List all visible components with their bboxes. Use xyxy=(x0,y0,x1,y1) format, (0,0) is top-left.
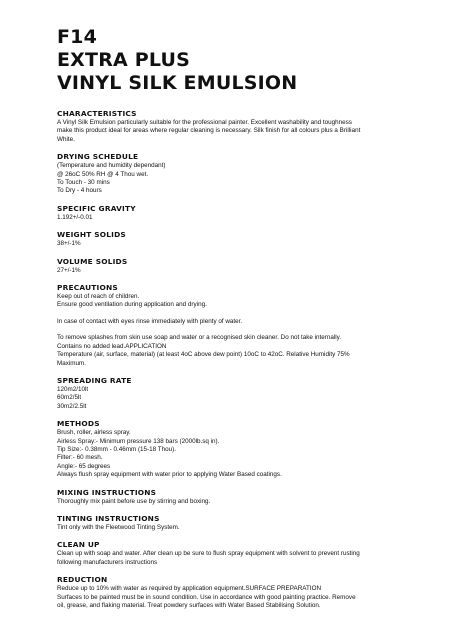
section-text-line: Keep out of reach of children. xyxy=(57,293,140,301)
section-text-line: Angle:- 65 degrees xyxy=(57,462,111,470)
section-heading: REDUCTION xyxy=(57,575,108,585)
section-text-line: @ 26oC 50% RH @ 4 Thou wet. xyxy=(57,170,149,178)
section-text-line: (Temperature and humidity dependant) xyxy=(57,162,166,170)
section-text-line: Tip Size:- 0.38mm - 0.46mm (15-18 Thou). xyxy=(57,445,176,453)
section-specific-gravity xyxy=(57,204,402,222)
section-text-line: Contains no added lead.APPLICATION xyxy=(57,342,167,350)
section-text-line: In case of contact with eyes rinse immediately with plenty of water. xyxy=(57,317,243,325)
section-text-line: following manufacturers instructions xyxy=(57,558,158,566)
section-text-line: 120m2/10lt xyxy=(57,385,89,393)
section-text-line: Surfaces to be painted must be in sound condition. Use in accordance with good painting practice. Remove xyxy=(57,593,356,601)
section-text-line: 38+/-1% xyxy=(57,240,81,248)
section-text-line: Filter:- 60 mesh. xyxy=(57,454,103,462)
section-spreading-rate xyxy=(57,376,402,411)
section-weight-solids xyxy=(57,230,402,248)
section-text-line: Thoroughly mix paint before use by stirring and boxing. xyxy=(57,497,211,505)
section-text-line: Airless Spray:- Minimum pressure 138 bars (2000lb.sq in). xyxy=(57,437,220,445)
section-heading: SPREADING RATE xyxy=(57,375,132,385)
section-text-line: To remove splashes from skin use soap and water or a recognised skin cleaner. Do not take internally. xyxy=(57,334,342,342)
section-mixing-instructions xyxy=(57,488,402,506)
title-line-type: VINYL SILK EMULSION xyxy=(57,72,298,94)
section-heading: METHODS xyxy=(57,419,100,429)
section-precautions xyxy=(57,283,402,368)
section-heading: TINTING INSTRUCTIONS xyxy=(57,513,160,523)
section-text-line: oil, grease, and flaking material. Treat powdery surfaces with Water Based Stabilising Solution. xyxy=(57,602,321,609)
section-characteristics xyxy=(57,109,402,144)
section-text-line: To Touch - 30 mins xyxy=(57,179,110,187)
section-text-line: Ensure good ventilation during application and drying. xyxy=(57,301,207,309)
section-text-line: Brush, roller, airless spray. xyxy=(57,429,131,437)
section-text-line: Temperature (air, surface, material) (at least 4oC above dew point) 10oC to 42oC. Relative Humidity 75% xyxy=(57,351,350,359)
section-heading: MIXING INSTRUCTIONS xyxy=(57,487,157,497)
section-text-line: 30m2/2.5lt xyxy=(57,402,87,410)
sections-container xyxy=(57,109,402,610)
section-text-line: 60m2/5lt xyxy=(57,394,82,402)
section-methods xyxy=(57,419,402,479)
section-text-line: A Vinyl Silk Emulsion particularly suitable for the professional painter. Excellent washability and toughness xyxy=(57,119,352,126)
section-text-line: 27+/-1% xyxy=(57,266,81,274)
section-text-line: Tint only with the Fleetwood Tinting System. xyxy=(57,523,180,531)
paragraph-gap xyxy=(57,310,402,318)
section-heading: DRYING SCHEDULE xyxy=(57,152,139,162)
section-heading: WEIGHT SOLIDS xyxy=(57,230,126,240)
section-heading: CLEAN UP xyxy=(57,540,100,550)
section-heading: SPECIFIC GRAVITY xyxy=(57,203,136,213)
title-line-product: EXTRA PLUS xyxy=(57,49,191,71)
section-text-line: White. xyxy=(57,135,75,143)
section-heading: CHARACTERISTICS xyxy=(57,109,137,118)
section-reduction xyxy=(57,575,402,610)
section-text-line: Maximum. xyxy=(57,359,87,367)
document-page xyxy=(57,26,402,618)
section-text-line: make this product ideal for areas where regular cleaning is necessary. Silk finish for all colours plus a Brilliant xyxy=(57,127,361,135)
title-line-code: F14 xyxy=(57,26,98,48)
section-volume-solids xyxy=(57,257,402,275)
section-text-line: To Dry - 4 hours xyxy=(57,187,102,195)
section-heading: VOLUME SOLIDS xyxy=(57,256,128,266)
section-text-line: Always flush spray equipment with water prior to applying Water Based coatings. xyxy=(57,471,282,479)
section-text-line: 1.192+/-0.01 xyxy=(57,213,93,221)
section-drying-schedule xyxy=(57,152,402,196)
section-text-line: Reduce up to 10% with water as required by application equipment.SURFACE PREPARATION xyxy=(57,585,322,593)
section-heading: PRECAUTIONS xyxy=(57,283,118,293)
section-clean-up xyxy=(57,540,402,567)
paragraph-gap xyxy=(57,326,402,334)
document-title xyxy=(57,26,402,95)
section-tinting-instructions xyxy=(57,514,402,532)
section-text-line: Clean up with soap and water. After clean up be sure to flush spray equipment with solvent to prevent rusting xyxy=(57,550,360,558)
